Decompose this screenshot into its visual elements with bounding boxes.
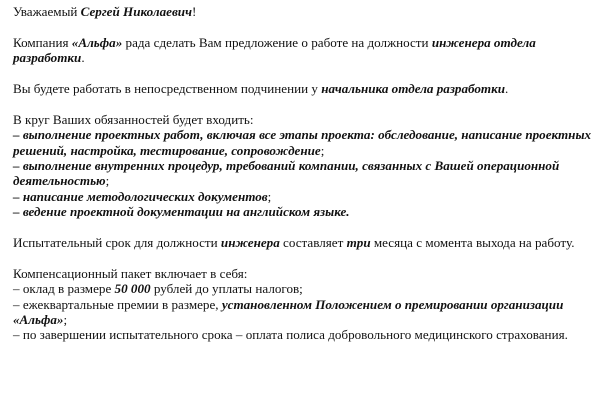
probation-text: Испытательный срок для должности [13,235,221,251]
duties-section [13,112,593,220]
bonus-text: – ежеквартальные премии в размере, [13,296,222,312]
duty-text: выполнение внутренних процедур, требований компании, связанных с Вашей операционной деятельностью [13,158,560,189]
duty-text: написание методологических документов [22,188,268,204]
recipient-name: Сергей Николаевич [80,4,192,19]
supervisor-paragraph [13,81,593,96]
supervisor-text: Вы будете работать в непосредственном подчинении у [13,81,322,96]
bonus-company: «Альфа» [13,312,64,328]
greeting-suffix: ! [191,4,197,19]
salary-amount: 50 000 [114,281,151,297]
probation-position: инженера [220,235,280,251]
probation-text: месяца с момента выхода на работу. [370,235,575,251]
compensation-intro: Компенсационный пакет включает в себя: [13,265,248,281]
bonus-text: ; [63,312,68,328]
supervisor-title: начальника отдела разработки [321,81,506,96]
duty-dash: – [13,127,23,143]
duty-text: ведение проектной документации на английском языке. [22,204,350,220]
greeting-prefix: Уважаемый [13,4,81,19]
offer-text: рада сделать Вам предложение о работе на должности [122,34,432,50]
offer-text: . [81,50,85,66]
duty-dash: – [13,188,23,204]
duty-item [13,204,593,219]
greeting [13,4,593,19]
compensation-section [13,266,593,343]
duty-dash: – [13,158,23,174]
salary-text: – оклад в размере [13,281,115,297]
offer-text: Компания [13,34,72,50]
supervisor-text: . [505,81,509,96]
probation-text: составляет [279,235,347,251]
duty-item [13,127,593,158]
duty-end: ; [267,188,272,204]
bonus-rule: установленном Положением о премировании организации [221,296,564,312]
duty-item [13,158,593,189]
duty-item [13,189,593,204]
compensation-salary [13,281,593,296]
duty-end: ; [105,173,110,189]
company-name: «Альфа» [71,34,123,50]
duty-dash: – [13,204,23,220]
position-title: инженера отдела разработки [13,34,536,66]
compensation-bonus-company [13,312,593,327]
offer-paragraph [13,35,593,66]
compensation-insurance: – по завершении испытательного срока – оплата полиса добровольного медицинского страхования. [13,327,568,343]
compensation-bonus [13,297,593,312]
duty-end: ; [320,142,325,158]
duty-text: выполнение проектных работ, включая все этапы проекта: обследование, написание проектных решений, настройка, тестирование, сопровождение [13,127,592,158]
probation-months: три [346,235,371,251]
salary-text: рублей до уплаты налогов; [150,281,303,297]
probation-paragraph [13,235,593,250]
duties-intro: В круг Ваших обязанностей будет входить: [13,111,254,127]
